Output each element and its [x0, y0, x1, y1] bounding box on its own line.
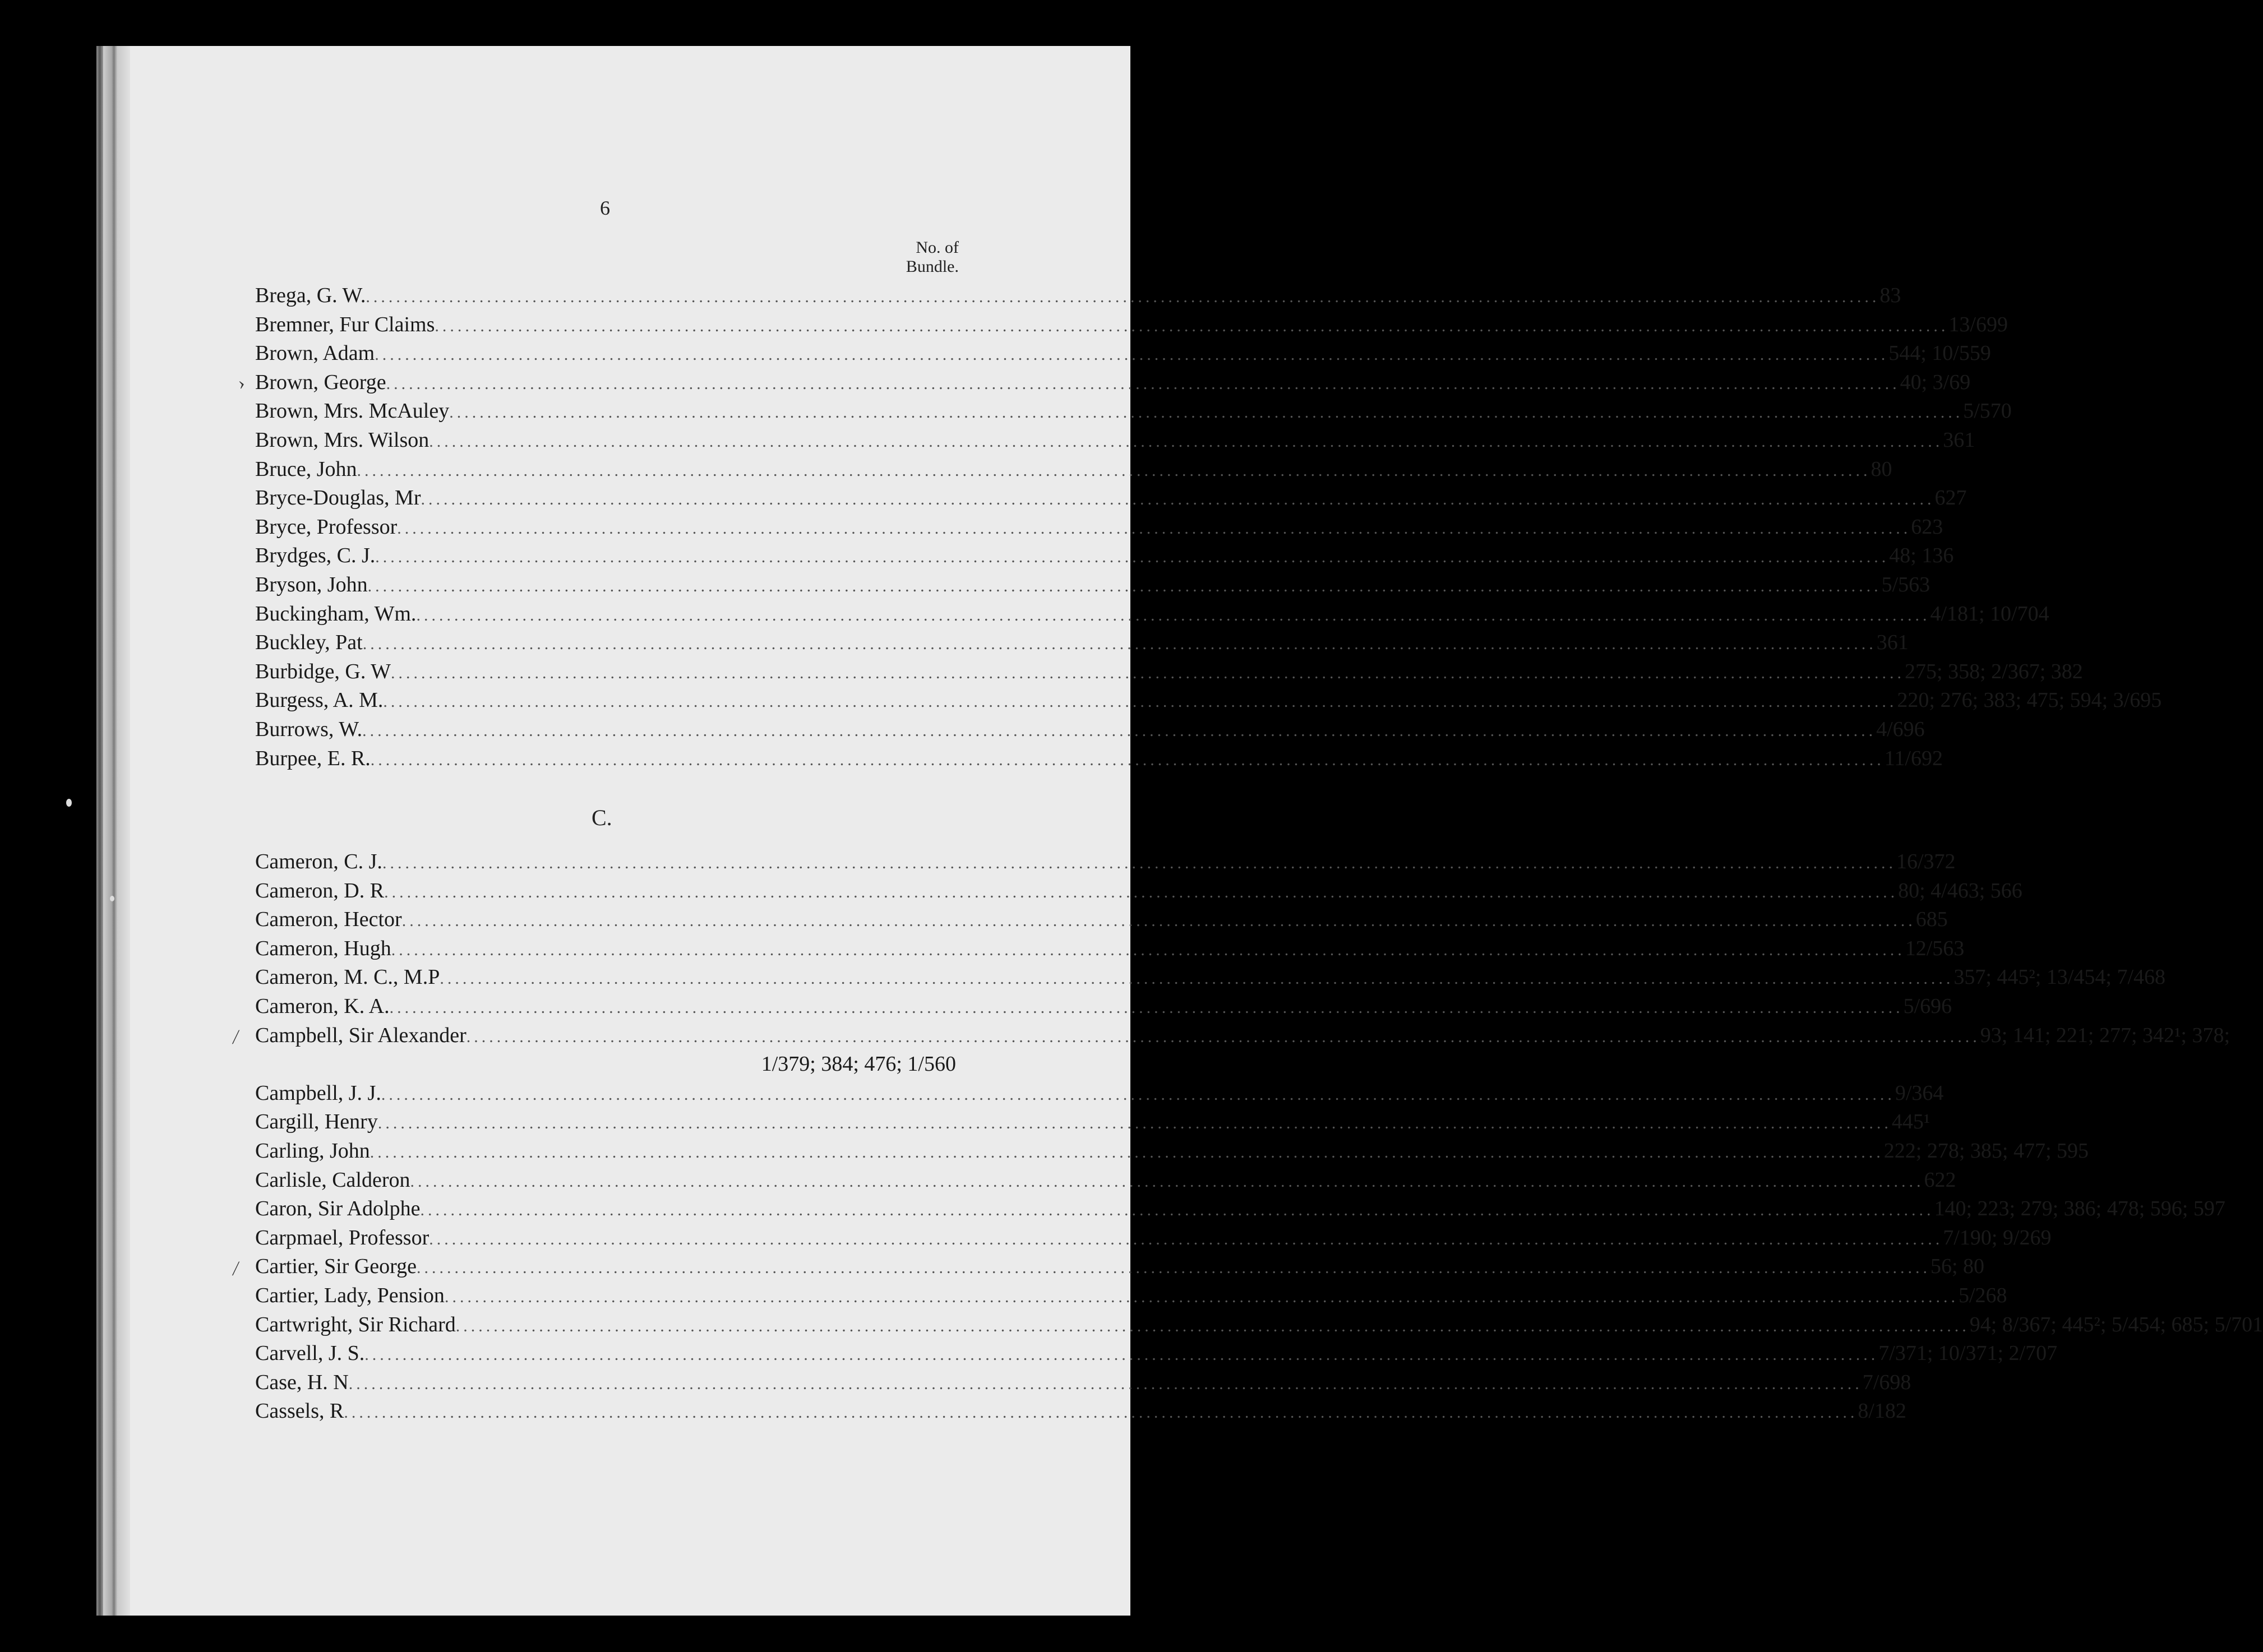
dot-leader: ........................................................................................................................................................................................................ — [370, 750, 1885, 769]
entry-name: Cameron, M. C., M.P — [255, 965, 440, 989]
entry-name: Bruce, John — [255, 457, 357, 481]
entry-bundle-refs: 5/570 — [1963, 399, 2012, 423]
dot-leader: ........................................................................................................................................................................................................ — [391, 663, 1905, 682]
entry-name: Cargill, Henry — [255, 1110, 378, 1134]
index-entry — [255, 1137, 2089, 1166]
dot-leader: ........................................................................................................................................................................................................ — [421, 490, 1935, 509]
entry-bundle-refs: 445¹ — [1891, 1110, 1931, 1134]
entry-name: Cassels, R — [255, 1399, 344, 1423]
dot-leader: ........................................................................................................................................................................................................ — [382, 854, 1896, 872]
entry-bundle-refs: 275; 358; 2/367; 382 — [1905, 659, 2083, 683]
entry-bundle-refs: 12/563 — [1905, 936, 1965, 960]
entry-bundle-refs: 544; 10/559 — [1888, 341, 1991, 365]
index-entry — [255, 339, 1991, 368]
dot-leader: ........................................................................................................................................................................................................ — [455, 1316, 1970, 1335]
dot-leader: ........................................................................................................................................................................................................ — [367, 576, 1882, 595]
index-entry — [255, 1311, 2263, 1340]
column-header-line-2: Bundle. — [906, 257, 959, 276]
entry-name: Carvell, J. S. — [255, 1341, 365, 1366]
entry-name: Cameron, D. R — [255, 878, 385, 903]
index-entry — [255, 542, 1954, 571]
dot-leader: ........................................................................................................................................................................................................ — [364, 1345, 1879, 1364]
entry-name: Burgess, A. M. — [255, 688, 384, 712]
index-entry — [255, 1224, 2052, 1253]
margin-tick-mark: › — [236, 372, 247, 394]
entry-bundle-refs: 361 — [1876, 631, 1909, 655]
dot-leader: ........................................................................................................................................................................................................ — [397, 519, 1911, 538]
index-list-b — [255, 281, 2162, 773]
index-entry — [255, 1079, 1944, 1108]
column-header — [863, 238, 959, 276]
index-entry — [255, 1339, 2058, 1368]
entry-name: Cameron, Hector — [255, 908, 402, 932]
index-entry — [255, 963, 2166, 992]
entry-bundle-refs: 16/372 — [1896, 850, 1956, 873]
entry-bundle-refs: 361 — [1943, 428, 1975, 452]
entry-bundle-refs: 7/371; 10/371; 2/707 — [1878, 1341, 2058, 1366]
entry-bundle-refs: 357; 445²; 13/454; 7/468 — [1953, 965, 2166, 989]
page-number: 6 — [600, 197, 610, 219]
dot-leader: ........................................................................................................................................................................................................ — [466, 1027, 1980, 1046]
index-entry — [255, 1166, 1956, 1195]
entry-bundle-refs: 622 — [1924, 1168, 1956, 1192]
index-entry — [255, 281, 1901, 311]
entry-bundle-refs: 140; 223; 279; 386; 478; 596; 597 — [1934, 1197, 2225, 1221]
entry-name: Caron, Sir Adolphe — [255, 1197, 421, 1221]
index-entry — [255, 715, 1925, 744]
entry-bundle-refs: 685 — [1915, 908, 1948, 932]
section-heading-c: C. — [592, 805, 612, 830]
entry-name: Cameron, C. J. — [255, 850, 382, 873]
dot-leader: ........................................................................................................................................................................................................ — [429, 1229, 1943, 1248]
entry-name: Bryce-Douglas, Mr — [255, 486, 421, 510]
dot-leader: ........................................................................................................................................................................................................ — [383, 692, 1897, 711]
index-entry — [255, 311, 2008, 340]
entry-bundle-refs: 220; 276; 383; 475; 594; 3/695 — [1897, 688, 2162, 712]
entry-bundle-refs: 8/182 — [1858, 1399, 1906, 1423]
entry-bundle-refs: 5/563 — [1881, 572, 1931, 596]
scan-speck — [66, 799, 72, 807]
entry-bundle-refs: 94; 8/367; 445²; 5/454; 685; 5/701 — [1969, 1312, 2263, 1336]
entry-name: Cartwright, Sir Richard — [255, 1312, 456, 1336]
index-entry — [255, 397, 2012, 426]
binding-edge — [96, 46, 103, 1616]
index-entry — [255, 1021, 2230, 1051]
entry-bundle-refs: 7/698 — [1862, 1370, 1911, 1394]
entry-name: Carlisle, Calderon — [255, 1168, 410, 1192]
entry-bundle-refs: 5/268 — [1958, 1283, 2007, 1307]
entry-bundle-refs: 11/692 — [1884, 746, 1943, 770]
entry-name: Buckley, Pat — [255, 631, 363, 655]
index-entry — [255, 905, 1948, 934]
entry-name: Bryson, John — [255, 572, 368, 596]
dot-leader: ........................................................................................................................................................................................................ — [429, 432, 1943, 451]
index-entry — [255, 455, 1892, 484]
entry-name: Burbidge, G. W — [255, 659, 391, 683]
dot-leader: ........................................................................................................................................................................................................ — [366, 288, 1880, 306]
entry-name: Brydges, C. J. — [255, 544, 376, 568]
index-entry — [255, 1397, 1906, 1426]
entry-name: Cartier, Lady, Pension — [255, 1283, 445, 1307]
index-entry — [255, 1252, 1985, 1281]
entry-name: Buckingham, Wm. — [255, 601, 417, 626]
column-header-line-1: No. of — [916, 238, 959, 257]
index-entry — [255, 744, 1943, 774]
dot-leader: ........................................................................................................................................................................................................ — [435, 316, 1949, 335]
entry-name: Brown, Mrs. Wilson — [255, 428, 429, 452]
dot-leader: ........................................................................................................................................................................................................ — [384, 882, 1899, 901]
dot-leader: ........................................................................................................................................................................................................ — [391, 940, 1905, 959]
index-entry — [255, 992, 1952, 1021]
index-entry — [255, 426, 1975, 455]
entry-bundle-refs: 93; 141; 221; 277; 342¹; 378; — [1980, 1023, 2230, 1047]
entry-bundle-refs: 13/699 — [1948, 312, 2008, 336]
entry-name: Carling, John — [255, 1139, 370, 1163]
entry-name: Burpee, E. R. — [255, 746, 371, 770]
entry-bundle-refs: 4/696 — [1876, 717, 1925, 741]
dot-leader: ........................................................................................................................................................................................................ — [357, 461, 1871, 480]
dot-leader: ........................................................................................................................................................................................................ — [348, 1374, 1863, 1393]
entry-bundle-refs: 1/379; 384; 476; 1/560 — [761, 1052, 956, 1076]
margin-tick-mark: ⁄ — [232, 1258, 239, 1280]
entry-name: Brown, Adam — [255, 341, 375, 365]
entry-name: Bremner, Fur Claims — [255, 312, 435, 336]
entry-name: Cartier, Sir George — [255, 1255, 417, 1279]
index-entry — [255, 1368, 1911, 1398]
dot-leader: ........................................................................................................................................................................................................ — [440, 969, 1954, 988]
dot-leader: ........................................................................................................................................................................................................ — [449, 403, 1964, 422]
dot-leader: ........................................................................................................................................................................................................ — [377, 1114, 1892, 1133]
entry-bundle-refs: 80; 4/463; 566 — [1898, 878, 2022, 903]
index-entry — [255, 1108, 1931, 1137]
entry-bundle-refs: 9/364 — [1895, 1081, 1944, 1105]
entry-bundle-refs: 83 — [1879, 284, 1901, 307]
index-entry — [255, 658, 2083, 687]
margin-tick-mark: ⁄ — [232, 1026, 239, 1048]
index-entry — [255, 848, 1956, 877]
dot-leader: ........................................................................................................................................................................................................ — [375, 548, 1890, 567]
entry-bundle-refs: 56; 80 — [1930, 1255, 1985, 1279]
entry-name: Brown, Mrs. McAuley — [255, 399, 450, 423]
index-entry — [255, 628, 1909, 658]
entry-name: Brown, George — [255, 370, 386, 394]
index-entry — [255, 877, 2022, 906]
dot-leader: ........................................................................................................................................................................................................ — [420, 1201, 1934, 1220]
entry-bundle-refs: 40; 3/69 — [1900, 370, 1971, 394]
index-list-c — [255, 848, 2263, 1426]
entry-name: Burrows, W. — [255, 717, 363, 741]
dot-leader: ........................................................................................................................................................................................................ — [401, 911, 1916, 931]
dot-leader: ........................................................................................................................................................................................................ — [416, 605, 1931, 624]
entry-name: Brega, G. W. — [255, 284, 366, 307]
index-entry — [255, 1050, 956, 1079]
index-entry — [255, 513, 1943, 542]
dot-leader: ........................................................................................................................................................................................................ — [410, 1172, 1924, 1191]
dot-leader: ........................................................................................................................................................................................................ — [386, 374, 1900, 393]
entry-name: Carpmael, Professor — [255, 1225, 429, 1250]
dot-leader: ........................................................................................................................................................................................................ — [362, 721, 1877, 740]
entry-bundle-refs: 222; 278; 385; 477; 595 — [1883, 1139, 2089, 1163]
dot-leader: ........................................................................................................................................................................................................ — [381, 1085, 1895, 1104]
entry-bundle-refs: 80 — [1871, 457, 1892, 481]
index-entry — [255, 368, 1971, 397]
dot-leader: ........................................................................................................................................................................................................ — [416, 1258, 1931, 1278]
entry-bundle-refs: 4/181; 10/704 — [1930, 601, 2049, 626]
index-entry — [255, 1281, 2007, 1311]
index-entry — [255, 1195, 2225, 1224]
entry-name: Cameron, Hugh — [255, 936, 391, 960]
entry-bundle-refs: 627 — [1934, 486, 1967, 510]
entry-name: Cameron, K. A. — [255, 994, 390, 1018]
entry-name: Bryce, Professor — [255, 515, 398, 539]
index-entry — [255, 571, 1931, 600]
dot-leader: ........................................................................................................................................................................................................ — [389, 998, 1904, 1017]
entry-bundle-refs: 623 — [1911, 515, 1943, 539]
entry-bundle-refs: 5/696 — [1903, 994, 1952, 1018]
entry-name: Case, H. N — [255, 1370, 349, 1394]
index-entry — [255, 934, 1965, 964]
entry-bundle-refs: 7/190; 9/269 — [1943, 1225, 2052, 1250]
scan-speck — [110, 896, 114, 901]
index-entry — [255, 686, 2162, 715]
dot-leader: ........................................................................................................................................................................................................ — [344, 1403, 1858, 1422]
index-entry — [255, 484, 1967, 513]
dot-leader: ........................................................................................................................................................................................................ — [362, 635, 1877, 654]
entry-name: Campbell, Sir Alexander — [255, 1023, 467, 1047]
dot-leader: ........................................................................................................................................................................................................ — [444, 1287, 1959, 1306]
entry-bundle-refs: 48; 136 — [1889, 544, 1954, 568]
dot-leader: ........................................................................................................................................................................................................ — [375, 345, 1889, 364]
entry-name: Campbell, J. J. — [255, 1081, 381, 1105]
dot-leader: ........................................................................................................................................................................................................ — [370, 1142, 1884, 1162]
index-entry — [255, 600, 2049, 629]
